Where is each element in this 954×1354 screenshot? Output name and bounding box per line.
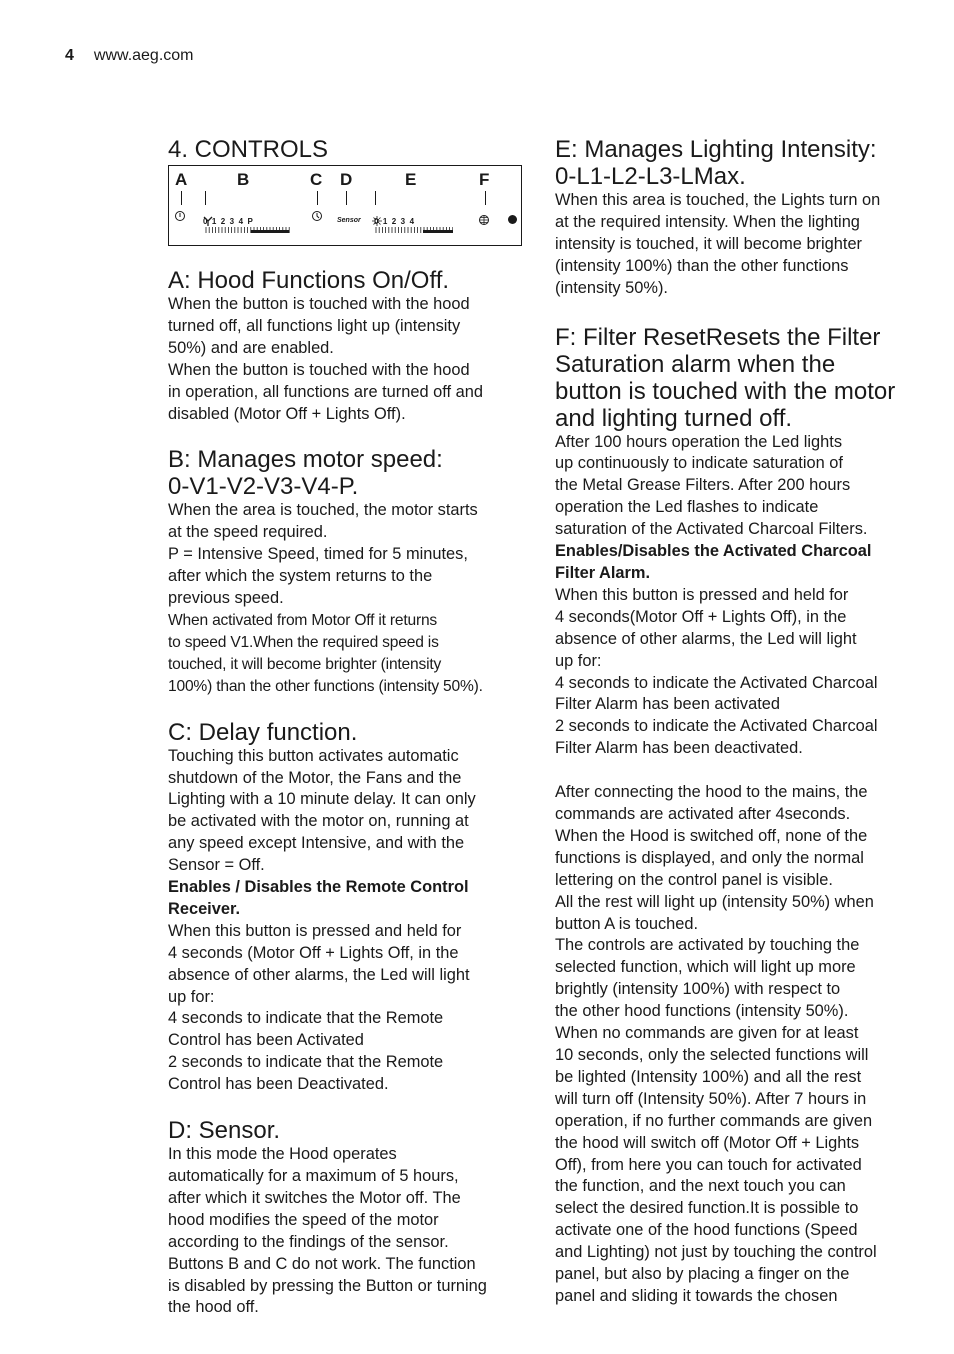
motor-speed-bar xyxy=(251,230,289,233)
light-intensity-scale: 0 1 2 3 4 xyxy=(374,217,415,226)
left-column xyxy=(168,136,524,1319)
body-line: touched, it will become brighter (intensity xyxy=(168,655,442,673)
body-line: 2 seconds to indicate the Activated Charcoal xyxy=(555,717,878,736)
body-line: After 100 hours operation the Led lights xyxy=(555,432,843,451)
body-line: 4 seconds to indicate the Activated Charcoal xyxy=(555,673,878,692)
body-line: lettering on the control panel is visible. xyxy=(555,870,833,889)
body-line: functions is displayed, and only the normal xyxy=(555,848,864,867)
filter-reset-icon xyxy=(478,214,490,229)
body-line: Touching this button activates automatic xyxy=(168,746,459,765)
section-f-heading: button is touched with the motor xyxy=(555,377,896,405)
body-line: When the area is touched, the motor starts xyxy=(168,501,478,520)
body-bold-line: Receiver. xyxy=(168,899,240,918)
body-line: When the button is touched with the hood xyxy=(168,360,470,379)
body-line: When this button is pressed and held for xyxy=(555,585,849,604)
panel-tick-a xyxy=(181,191,182,205)
section-b-heading: B: Manages motor speed: xyxy=(168,446,443,474)
body-line: All the rest will light up (intensity 50%) when xyxy=(555,892,874,911)
panel-tick-b xyxy=(205,191,206,205)
body-line: When this area is touched, the Lights turn on xyxy=(555,191,881,209)
body-line: In this mode the Hood operates xyxy=(168,1145,397,1164)
delay-timer-icon xyxy=(311,210,323,225)
body-line: turned off, all functions light up (intensity xyxy=(168,316,461,335)
body-bold-line: Enables/Disables the Activated Charcoal xyxy=(555,542,872,561)
body-line: When the Hood is switched off, none of the xyxy=(555,826,868,845)
body-line: up for: xyxy=(168,987,215,1006)
body-line: (intensity 50%). xyxy=(555,278,668,297)
paragraph-gap xyxy=(555,760,911,782)
panel-tick-f xyxy=(485,191,486,205)
section-c xyxy=(168,719,524,1097)
panel-label-b: B xyxy=(237,170,250,189)
body-line: Sensor = Off. xyxy=(168,856,265,875)
panel-label-c: C xyxy=(310,170,323,189)
body-line: activate one of the hood functions (Speed xyxy=(555,1221,858,1240)
body-line: Control has been Deactivated. xyxy=(168,1075,389,1094)
body-line: (intensity 100%) than the other functions xyxy=(555,256,849,275)
body-line: up continuously to indicate saturation of xyxy=(555,454,843,473)
body-line: any speed except Intensive, and with the xyxy=(168,834,465,853)
section-e-heading: E: Manages Lighting Intensity: xyxy=(555,136,877,163)
body-line: at the required intensity. When the lighting xyxy=(555,212,860,231)
section-b xyxy=(168,446,524,697)
filter-led-indicator xyxy=(508,215,517,224)
body-line: the hood off. xyxy=(168,1298,259,1317)
body-line: When no commands are given for at least xyxy=(555,1024,859,1043)
section-d-heading: D: Sensor. xyxy=(168,1117,281,1145)
body-line: button A is touched. xyxy=(555,914,699,933)
body-line: operation the Led flashes to indicate xyxy=(555,498,819,517)
body-line: 10 seconds, only the selected functions will xyxy=(555,1046,869,1064)
body-line: When the button is touched with the hood xyxy=(168,295,470,313)
body-line: brightly (intensity 100%) with respect to xyxy=(555,980,841,999)
body-bold-line: Filter Alarm. xyxy=(555,563,651,582)
site-url: www.aeg.com xyxy=(93,47,194,64)
panel-label-e: E xyxy=(405,170,417,189)
body-line: in operation, all functions are turned off and xyxy=(168,382,483,401)
body-line: 100%) than the other functions (intensity 50%). xyxy=(168,677,483,695)
panel-tick-e xyxy=(375,191,376,205)
body-line: automatically for a maximum of 5 hours, xyxy=(168,1167,459,1185)
body-line: 4 seconds (Motor Off + Lights Off, in the xyxy=(168,943,459,962)
body-line: When this button is pressed and held for xyxy=(168,921,462,940)
section-general xyxy=(555,782,911,1308)
body-bold-line: Enables / Disables the Remote Control xyxy=(168,878,469,897)
body-line: will turn off (Intensity 50%). After 7 hours in xyxy=(555,1089,867,1108)
section-c-heading: C: Delay function. xyxy=(168,718,358,746)
body-line: to speed V1.When the required speed is xyxy=(168,633,439,651)
body-line: After connecting the hood to the mains, the xyxy=(555,783,868,802)
body-line: select the desired function.It is possible to xyxy=(555,1199,859,1218)
section-e xyxy=(555,136,911,300)
body-line: Off), from here you can touch for activated xyxy=(555,1155,862,1174)
body-line: panel and sliding it towards the chosen xyxy=(555,1286,838,1305)
section-b-heading-values: 0-V1-V2-V3-V4-P. xyxy=(168,473,359,501)
section-f-heading: Saturation alarm when the xyxy=(555,350,836,378)
section-f-heading: F: Filter ResetResets the Filter xyxy=(555,323,881,351)
controls-title: 4. CONTROLS xyxy=(168,136,329,163)
power-icon xyxy=(174,210,186,225)
body-line: hood modifies the speed of the motor xyxy=(168,1210,439,1229)
body-line: operation, if no further commands are given xyxy=(555,1111,873,1130)
body-line: selected function, which will light up more xyxy=(555,958,856,977)
body-line: absence of other alarms, the Led will light xyxy=(555,629,857,648)
body-line: 4 seconds(Motor Off + Lights Off), in the xyxy=(555,607,847,626)
body-line: according to the findings of the sensor. xyxy=(168,1232,449,1251)
body-line: is disabled by pressing the Button or turning xyxy=(168,1276,487,1295)
panel-label-a: A xyxy=(175,170,188,189)
body-line: Filter Alarm has been deactivated. xyxy=(555,739,803,758)
body-line: 2 seconds to indicate that the Remote xyxy=(168,1053,444,1072)
section-f xyxy=(555,324,911,761)
section-a xyxy=(168,267,524,425)
panel-label-d: D xyxy=(340,170,353,189)
body-line: shutdown of the Motor, the Fans and the xyxy=(168,768,462,787)
body-line: saturation of the Activated Charcoal Filters. xyxy=(555,520,868,539)
body-line: up for: xyxy=(555,651,602,670)
body-line: Buttons B and C do not work. The function xyxy=(168,1254,476,1273)
body-line: be activated with the motor on, running at xyxy=(168,812,469,831)
body-line: Control has been Activated xyxy=(168,1031,364,1050)
body-line: When activated from Motor Off it returns xyxy=(168,611,438,629)
section-d xyxy=(168,1117,524,1319)
section-e-heading-values: 0-L1-L2-L3-LMax. xyxy=(555,163,746,190)
body-line: intensity is touched, it will become brighter xyxy=(555,234,863,253)
panel-tick-c xyxy=(317,191,318,205)
body-line: and Lighting) not just by touching the control xyxy=(555,1243,877,1262)
page-number: 4 xyxy=(65,47,74,64)
panel-tick-d xyxy=(346,191,347,205)
sensor-label: Sensor xyxy=(337,217,361,224)
body-line: P = Intensive Speed, timed for 5 minutes, xyxy=(168,545,468,564)
body-line: absence of other alarms, the Led will light xyxy=(168,965,470,984)
page-header xyxy=(65,47,194,65)
body-line: the other hood functions (intensity 50%). xyxy=(555,1002,849,1021)
body-line: the Metal Grease Filters. After 200 hours xyxy=(555,476,851,495)
right-column xyxy=(555,136,911,1308)
section-a-heading: A: Hood Functions On/Off. xyxy=(168,267,450,294)
body-line: disabled (Motor Off + Lights Off). xyxy=(168,404,406,423)
body-line: after which the system returns to the xyxy=(168,567,433,586)
body-line: 50%) and are enabled. xyxy=(168,338,334,357)
body-line: 4 seconds to indicate that the Remote xyxy=(168,1009,444,1028)
body-line: panel, but also by placing a finger on the xyxy=(555,1265,850,1284)
section-f-heading: and lighting turned off. xyxy=(555,404,793,432)
body-line: the function, and the next touch you can xyxy=(555,1177,846,1196)
body-line: The controls are activated by touching the xyxy=(555,936,860,955)
body-line: be lighted (Intensity 100%) and all the rest xyxy=(555,1067,862,1086)
body-line: Filter Alarm has been activated xyxy=(555,695,781,714)
motor-speed-scale: 0 1 2 3 4 P xyxy=(203,217,253,226)
body-line: the hood will switch off (Motor Off + Lights xyxy=(555,1133,860,1152)
body-line: at the speed required. xyxy=(168,523,328,542)
light-intensity-bar xyxy=(423,230,453,233)
panel-label-f: F xyxy=(479,170,490,189)
body-line: commands are activated after 4seconds. xyxy=(555,805,851,824)
control-panel-diagram xyxy=(168,165,522,246)
body-line: previous speed. xyxy=(168,589,284,608)
body-line: Lighting with a 10 minute delay. It can only xyxy=(168,790,476,809)
body-line: after which it switches the Motor off. The xyxy=(168,1188,461,1207)
